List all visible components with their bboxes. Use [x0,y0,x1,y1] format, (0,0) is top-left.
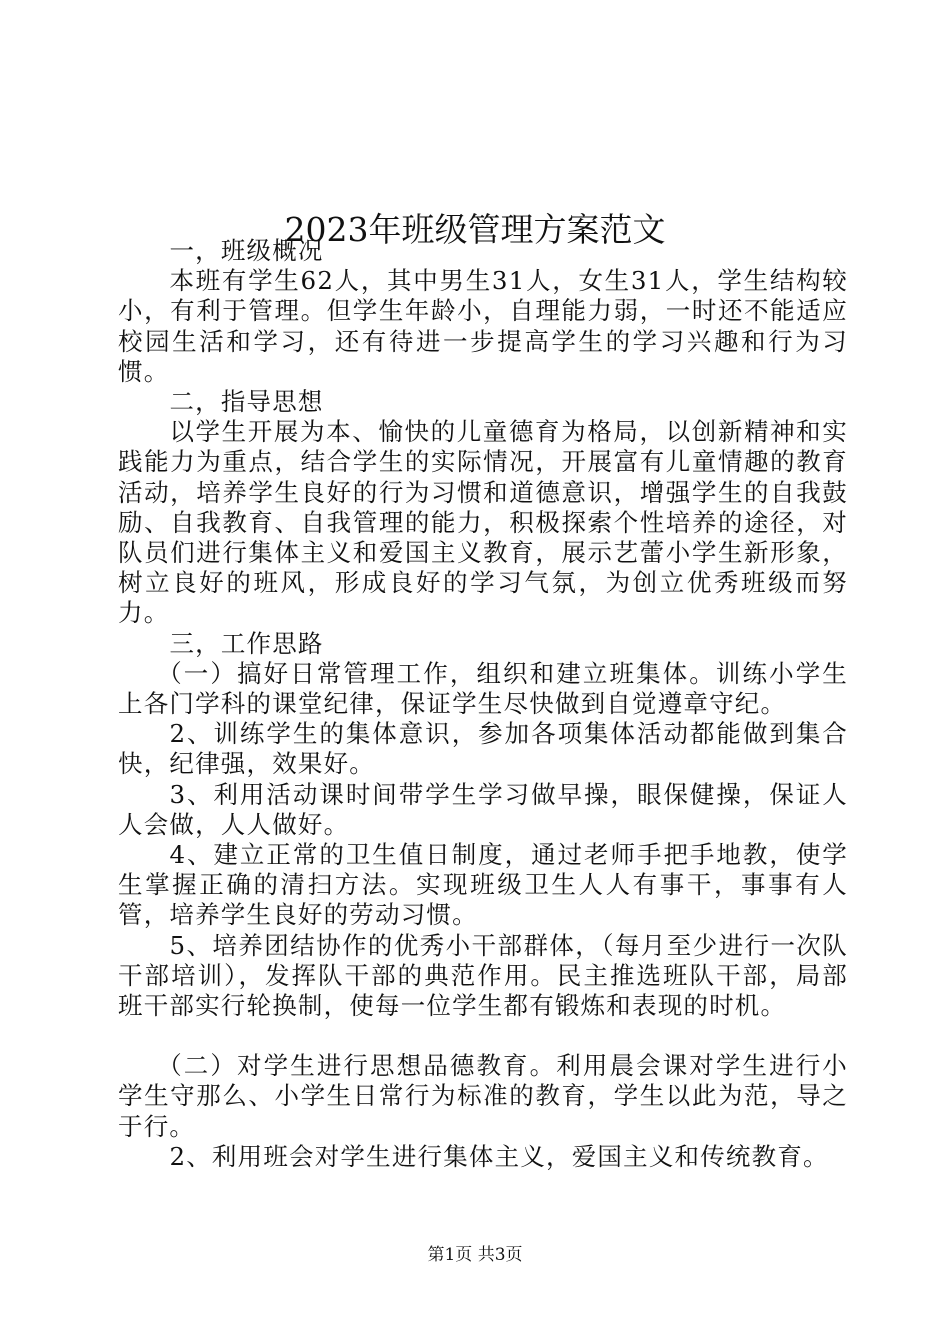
paragraph-item-4: 4、建立正常的卫生值日制度，通过老师手把手地教，使学生掌握正确的清扫方法。实现班级卫生人人有事干，事事有人管，培养学生良好的劳动习惯。 [118,840,848,930]
paragraph-item-3: 3、利用活动课时间带学生学习做早操，眼保健操，保证人人会做，人人做好。 [118,779,848,839]
document-title: 2023年班级管理方案范文 [284,210,666,250]
paragraph-moral-education: （二）对学生进行思想品德教育。利用晨会课对学生进行小学生守那么、小学生日常行为标准的教育，学生以此为范，导之于行。 [118,1051,848,1141]
page-number-footer: 第1页 共3页 [427,1245,523,1265]
paragraph-item-2: 2、训练学生的集体意识，参加各项集体活动都能做到集合快，纪律强，效果好。 [118,719,848,779]
paragraph-daily-management: （一）搞好日常管理工作，组织和建立班集体。训练小学生上各门学科的课堂纪律，保证学生尽快做到自觉遵章守纪。 [118,658,848,719]
paragraph-spacer [118,1021,848,1051]
document-body [118,236,848,1172]
paragraph-guiding-ideas: 以学生开展为本、愉快的儿童德育为格局，以创新精神和实践能力为重点，结合学生的实际情况，开展富有儿童情趣的教育活动，培养学生良好的行为习惯和道德意识，增强学生的自我鼓励、自我教育、自我管理的能力，积极探索个性培养的途径，对队员们进行集体主义和爱国主义教育，展示艺蕾小学生新形象，树立良好的班风，形成良好的学习气氛，为创立优秀班级而努力。 [118,417,848,628]
section-heading-overview: 一，班级概况 [169,236,324,265]
paragraph-moral-item-2: 2、利用班会对学生进行集体主义，爱国主义和传统教育。 [169,1141,829,1171]
section-heading-work-plan: 三，工作思路 [169,628,324,658]
section-heading-guiding-ideas: 二，指导思想 [169,387,324,417]
paragraph-overview: 本班有学生62人，其中男生31人，女生31人，学生结构较小，有利于管理。但学生年龄小，自理能力弱，一时还不能适应校园生活和学习，还有待进一步提高学生的学习兴趣和行为习惯。 [118,266,848,386]
paragraph-item-5: 5、培养团结协作的优秀小干部群体，（每月至少进行一次队干部培训），发挥队干部的典范作用。民主推选班队干部，局部班干部实行轮换制，使每一位学生都有锻炼和表现的时机。 [118,930,848,1021]
